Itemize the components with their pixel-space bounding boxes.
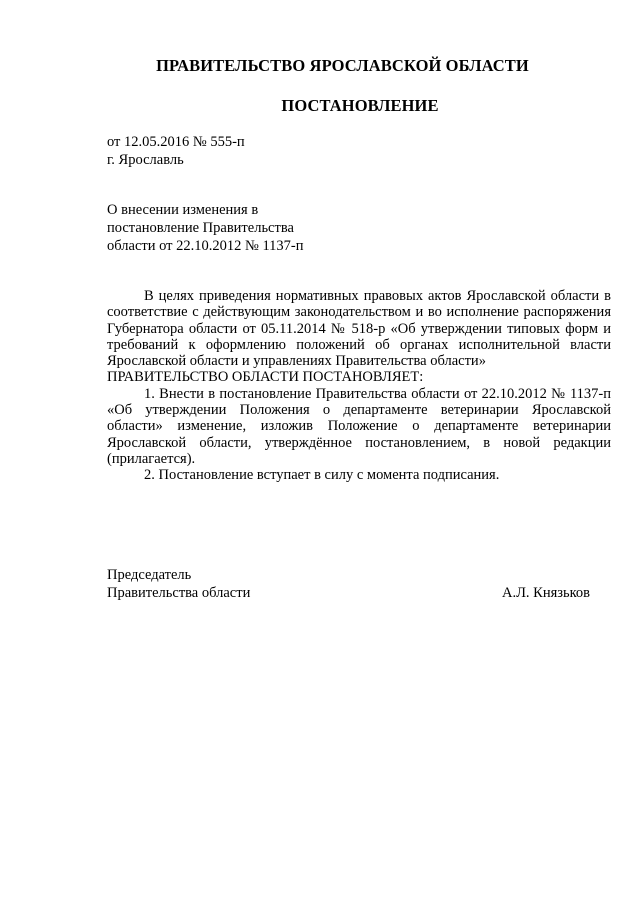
signature-block	[107, 566, 590, 602]
item-2-paragraph: 2. Постановление вступает в силу с момента подписания.	[144, 467, 500, 484]
resolves-heading: ПРАВИТЕЛЬСТВО ОБЛАСТИ ПОСТАНОВЛЯЕТ:	[107, 369, 424, 386]
document-body	[107, 288, 611, 484]
signatory-position-line-1: Председатель	[107, 567, 192, 583]
document-type-title: ПОСТАНОВЛЕНИЕ	[281, 96, 439, 115]
signatory-name: А.Л. Князьков	[501, 585, 590, 601]
document-subject	[107, 201, 304, 255]
document-meta	[107, 133, 245, 169]
signature-row	[107, 584, 590, 602]
subject-line-3: области от 22.10.2012 № 1137-п	[107, 238, 304, 254]
item-1-paragraph: 1. Внести в постановление Правительства области от 22.10.2012 № 1137-п «Об утверждении Положения о департаменте ветеринарии Ярославской области» изменение, изложив Положение о департаменте ветеринарии Ярославской области, утверждённое постановлением, в новой редакции (прилагается).	[107, 385, 611, 467]
date-number: от 12.05.2016 № 555-п	[107, 134, 245, 150]
preamble-paragraph: В целях приведения нормативных правовых актов Ярославской области в соответствие с действующим законодательством и во исполнение распоряжения Губернатора области от 05.11.2014 № 518-р «Об утверждении типовых форм и требований к оформлению положений об органах исполнительной власти Ярославской области и управлениях Правительства области»	[107, 288, 611, 370]
signatory-position-line-2: Правительства области	[107, 585, 251, 601]
city: г. Ярославль	[107, 152, 184, 168]
government-title: ПРАВИТЕЛЬСТВО ЯРОСЛАВСКОЙ ОБЛАСТИ	[156, 56, 529, 75]
subject-line-1: О внесении изменения в	[107, 202, 259, 218]
subject-line-2: постановление Правительства	[107, 220, 294, 236]
